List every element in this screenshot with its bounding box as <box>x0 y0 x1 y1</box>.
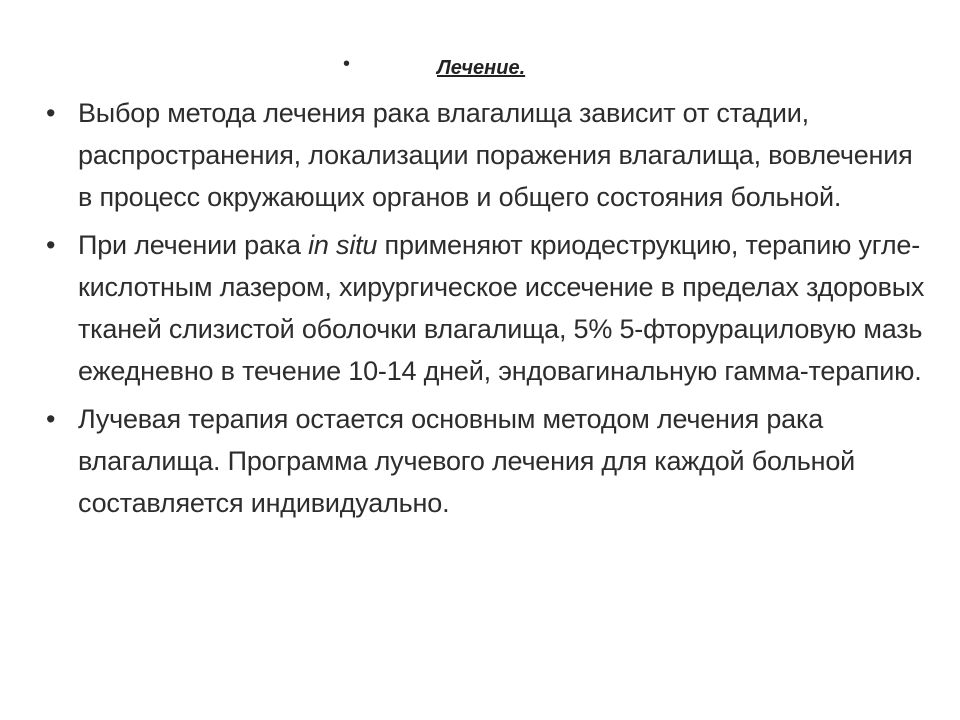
title-bullet-icon: • <box>343 53 351 75</box>
bullet-item-in-situ <box>40 224 930 392</box>
bullet-dot-icon: • <box>46 230 56 260</box>
bullet-text: Лучевая терапия остается основным методом лечения рака влагалища. Программа лучевого лечения для каждой больной составляется индивидуально. <box>78 404 856 518</box>
bullet-list <box>40 92 930 530</box>
bullet-dot-icon: • <box>46 98 56 128</box>
bullet-item-radiation <box>40 398 930 524</box>
bullet-text: Выбор метода лечения рака влагалища зависит от стадии, распространения, локализации поражения влагалища, вовлечения в процесс окружающих органов и общего состояния больной. <box>78 98 913 212</box>
bullet-text-before: При лечении рака <box>78 230 309 260</box>
bullet-text-italic: in situ <box>308 230 378 260</box>
bullet-item-treatment-choice <box>40 92 930 218</box>
bullet-dot-icon: • <box>46 404 56 434</box>
bullet-text <box>78 230 924 386</box>
bullet-text-after: применяют криодеструкцию, терапию угле-кислотным лазером, хирургическое иссечение в пределах здоровых тканей слизистой оболочки влагалища, 5% 5-фторурациловую мазь ежедневно в течение 10-14 дней, эндовагинальную гамма-терапию. <box>78 230 925 386</box>
slide-title-row <box>0 52 960 82</box>
slide-title: Лечение. <box>437 57 526 79</box>
